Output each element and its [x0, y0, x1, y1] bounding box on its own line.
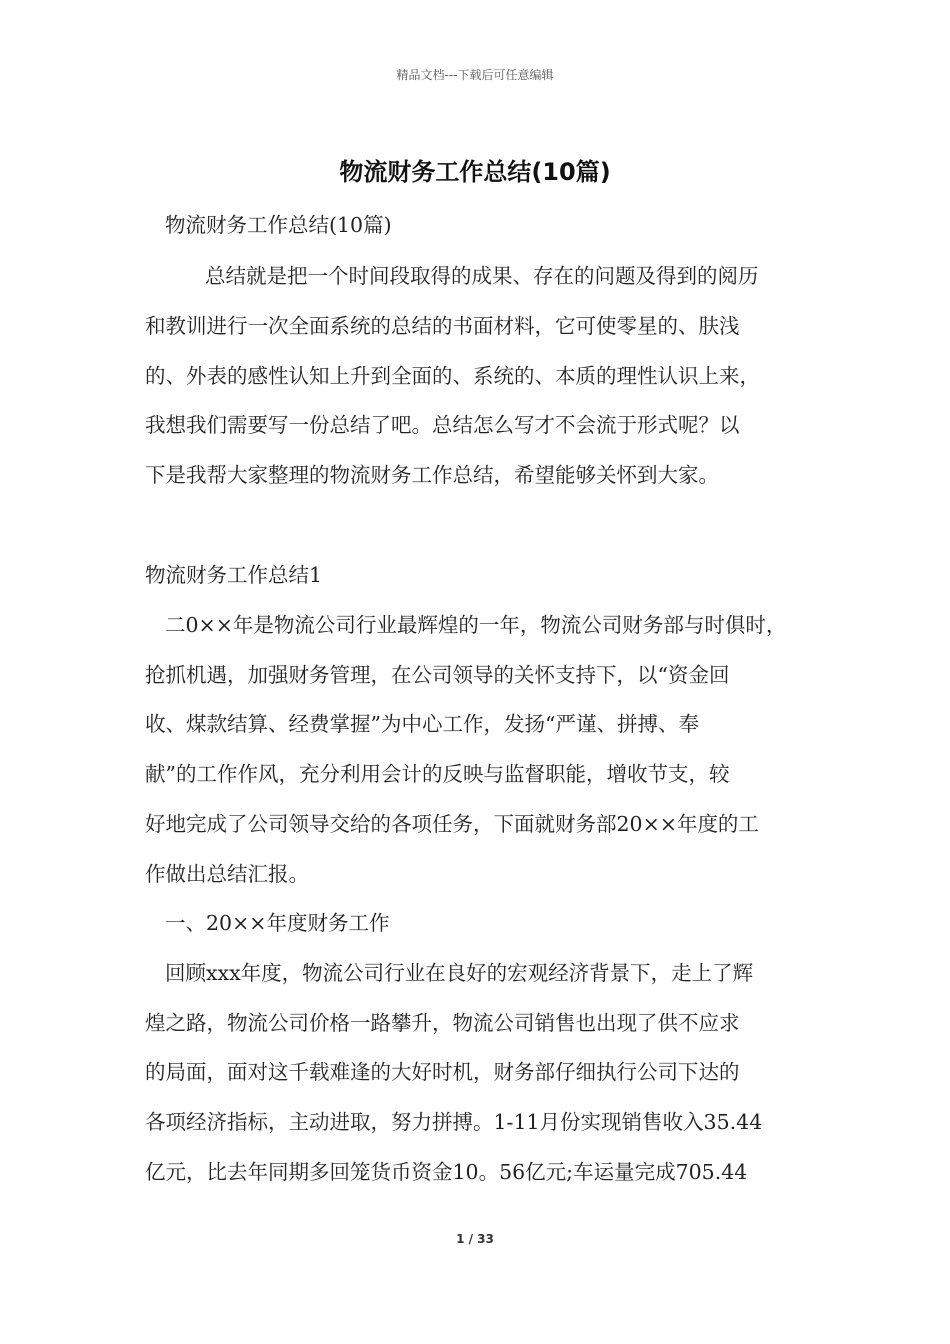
paragraph-line: 和教训进行一次全面系统的总结的书面材料，它可使零星的、肤浅 — [145, 314, 740, 338]
paragraph-line: 的、外表的感性认知上升到全面的、系统的、本质的理性认识上来， — [145, 364, 760, 388]
paragraph-line: 收、煤款结算、经费掌握”为中心工作，发扬“严谨、拼搏、奉 — [145, 712, 699, 736]
paragraph-line: 下是我帮大家整理的物流财务工作总结，希望能够关怀到大家。 — [145, 463, 719, 487]
paragraph-line: 各项经济指标，主动进取，努力拼搏。1-11月份实现销售收入35.44 — [145, 1110, 763, 1134]
paragraph-line: 二0××年是物流公司行业最辉煌的一年，物流公司财务部与时俱时， — [165, 613, 787, 637]
paragraph-line: 回顾xxx年度，物流公司行业在良好的宏观经济背景下，走上了辉 — [165, 961, 754, 985]
paragraph-line: 作做出总结汇报。 — [145, 862, 309, 886]
document-title: 物流财务工作总结(10篇) — [339, 158, 611, 186]
paragraph-line: 抢抓机遇，加强财务管理，在公司领导的关怀支持下，以“资金回 — [145, 663, 730, 687]
paragraph-line: 献”的工作作风，充分利用会计的反映与监督职能，增收节支，较 — [145, 762, 730, 786]
page-header: 精品文档---下载后可任意编辑 — [396, 68, 554, 82]
paragraph-line: 煌之路，物流公司价格一路攀升，物流公司销售也出现了供不应求 — [145, 1011, 740, 1035]
paragraph-line: 亿元，比去年同期多回笼货币资金10。56亿元;车运量完成705.44 — [145, 1160, 748, 1184]
paragraph-line: 好地完成了公司领导交给的各项任务，下面就财务部20××年度的工 — [145, 812, 759, 836]
paragraph-line: 的局面，面对这千载难逢的大好时机，财务部仔细执行公司下达的 — [145, 1060, 740, 1084]
section-heading: 物流财务工作总结1 — [145, 563, 323, 587]
paragraph-line: 我想我们需要写一份总结了吧。总结怎么写才不会流于形式呢？以 — [145, 413, 740, 437]
section-subheading: 一、20××年度财务工作 — [165, 911, 390, 935]
subtitle-line: 物流财务工作总结(10篇) — [165, 213, 392, 237]
page-number: 1 / 33 — [456, 1232, 494, 1246]
paragraph-line: 总结就是把一个时间段取得的成果、存在的问题及得到的阅历 — [205, 264, 759, 288]
